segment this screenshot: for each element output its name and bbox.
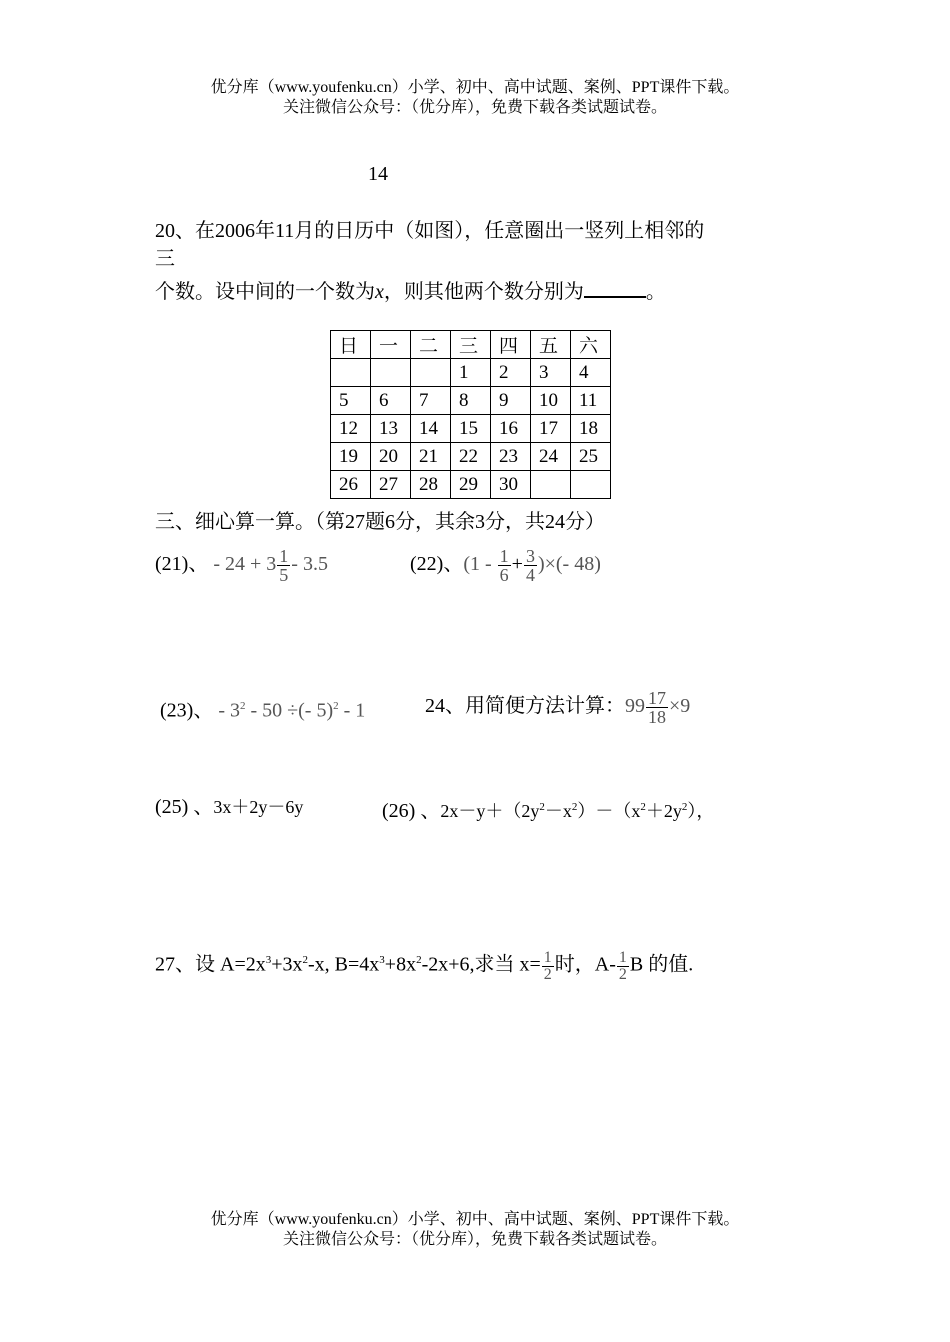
q20-line-1: 20、在2006年11月的日历中（如图），任意圈出一竖列上相邻的 bbox=[155, 220, 705, 242]
calendar-cell: 26 bbox=[331, 471, 371, 499]
q27-part-6: 时，A- bbox=[554, 953, 616, 976]
q27-part-3: -x, B=4x bbox=[308, 953, 380, 976]
q26-exp-1: 2 bbox=[539, 801, 545, 813]
q22-numerator-2: 3 bbox=[525, 545, 535, 566]
calendar-cell: 15 bbox=[451, 415, 491, 443]
footer-line-1: 优分库（www.youfenku.cn）小学、初中、高中试题、案例、PPT课件下载。 bbox=[210, 1211, 740, 1228]
q24-numerator: 17 bbox=[648, 687, 666, 708]
q26-exp-2: 2 bbox=[571, 801, 578, 813]
calendar-cell: 29 bbox=[451, 471, 491, 499]
calendar-cell: 24 bbox=[531, 443, 571, 471]
section-3-title: 三、细心算一算。（第27题6分，其余3分，共24分） bbox=[155, 511, 605, 533]
q21-label: (21)、 bbox=[155, 553, 209, 575]
calendar-row bbox=[331, 415, 611, 443]
calendar-cell: 6 bbox=[371, 387, 411, 415]
q27-part-5: -2x+6,求当 x= bbox=[421, 953, 541, 976]
calendar-cell: 4 bbox=[571, 359, 611, 387]
q22 bbox=[410, 542, 601, 586]
header-line-1: 优分库（www.youfenku.cn）小学、初中、高中试题、案例、PPT课件下载。 bbox=[210, 79, 740, 96]
q27-exp-2: 2 bbox=[302, 954, 309, 966]
q26-label: (26) 、 bbox=[382, 800, 441, 822]
q22-fraction-1 bbox=[498, 547, 511, 584]
calendar-cell: 3 bbox=[531, 359, 571, 387]
calendar-cell: 10 bbox=[531, 387, 571, 415]
q20-line-3 bbox=[155, 276, 666, 305]
q27 bbox=[155, 938, 693, 987]
q25-expression: 3x＋2y－6y bbox=[213, 797, 304, 817]
calendar-row bbox=[331, 387, 611, 415]
q27-numerator-2: 1 bbox=[618, 948, 627, 966]
calendar-cell: 21 bbox=[411, 443, 451, 471]
calendar-cell: 13 bbox=[371, 415, 411, 443]
q23-term-c: - 1 bbox=[343, 699, 366, 722]
q27-part-2: +3x bbox=[271, 953, 303, 976]
calendar-header-cell: 一 bbox=[371, 331, 411, 359]
q25-label: (25) 、 bbox=[155, 796, 214, 818]
calendar-row bbox=[331, 471, 611, 499]
q21-numerator: 1 bbox=[279, 545, 289, 566]
q27-exp-4: 2 bbox=[416, 954, 422, 966]
calendar-cell: 14 bbox=[411, 415, 451, 443]
q27-part-7: B 的值. bbox=[629, 953, 694, 976]
calendar-table bbox=[330, 330, 611, 499]
calendar-cell bbox=[411, 359, 451, 387]
answer-14: 14 bbox=[368, 163, 388, 185]
q26-part-3: ）－（x bbox=[577, 801, 641, 821]
q21-pre: - 24 + 3 bbox=[213, 553, 277, 575]
calendar-cell: 2 bbox=[491, 359, 531, 387]
q27-fraction-1 bbox=[542, 950, 554, 983]
q27-numerator-1: 1 bbox=[543, 948, 552, 966]
q26-exp-4: 2 bbox=[681, 801, 688, 813]
q24-whole: 99 bbox=[625, 695, 645, 717]
q20-text-a: 个数。设中间的一个数为 bbox=[155, 281, 375, 303]
q27-fraction-2 bbox=[617, 950, 629, 983]
q21-post: - 3.5 bbox=[291, 553, 328, 575]
calendar-cell: 1 bbox=[451, 359, 491, 387]
q22-denominator-1: 6 bbox=[499, 564, 509, 585]
calendar-cell: 23 bbox=[491, 443, 531, 471]
q26-exp-3: 2 bbox=[640, 801, 646, 813]
q22-plus: + bbox=[511, 553, 523, 575]
calendar-cell: 9 bbox=[491, 387, 531, 415]
calendar-cell: 25 bbox=[571, 443, 611, 471]
q20-line-2: 三 bbox=[155, 248, 175, 270]
q24 bbox=[425, 684, 690, 728]
q22-post: )×(- 48) bbox=[537, 553, 601, 575]
calendar-cell: 20 bbox=[371, 443, 411, 471]
calendar-cell: 8 bbox=[451, 387, 491, 415]
q21-fraction bbox=[277, 547, 290, 584]
calendar-header-cell: 三 bbox=[451, 331, 491, 359]
calendar-cell bbox=[371, 359, 411, 387]
calendar-header-cell: 六 bbox=[571, 331, 611, 359]
calendar-cell bbox=[531, 471, 571, 499]
q26 bbox=[382, 794, 714, 824]
calendar-cell: 17 bbox=[531, 415, 571, 443]
calendar-cell: 16 bbox=[491, 415, 531, 443]
q20-variable-x: x bbox=[375, 281, 384, 303]
calendar-cell: 19 bbox=[331, 443, 371, 471]
calendar-row bbox=[331, 359, 611, 387]
q27-part-1: 27、设 A=2x bbox=[155, 953, 266, 976]
q22-denominator-2: 4 bbox=[525, 564, 535, 585]
q25 bbox=[155, 794, 303, 820]
header-line-2: 关注微信公众号：（优分库），免费下载各类试题试卷。 bbox=[282, 99, 667, 116]
q23-exp-a: 2 bbox=[240, 700, 246, 712]
calendar-cell: 22 bbox=[451, 443, 491, 471]
q26-part-1: 2x－y＋（2y bbox=[440, 801, 540, 821]
q24-post: ×9 bbox=[669, 695, 691, 717]
q27-part-4: +8x bbox=[384, 953, 417, 976]
calendar-cell: 28 bbox=[411, 471, 451, 499]
footer-line-2: 关注微信公众号：（优分库），免费下载各类试题试卷。 bbox=[282, 1231, 667, 1248]
q24-label: 24、用简便方法计算： bbox=[425, 695, 625, 717]
calendar-header-cell: 四 bbox=[491, 331, 531, 359]
calendar-cell: 11 bbox=[571, 387, 611, 415]
q27-exp-3: 3 bbox=[379, 954, 385, 966]
q23 bbox=[160, 693, 365, 724]
q20-text-c: 。 bbox=[645, 281, 666, 303]
q22-pre: (1 - bbox=[463, 553, 492, 575]
calendar-header-cell: 二 bbox=[411, 331, 451, 359]
q24-fraction bbox=[646, 689, 668, 726]
q27-denominator-2: 2 bbox=[618, 965, 627, 983]
calendar-cell bbox=[571, 471, 611, 499]
calendar-cell: 5 bbox=[331, 387, 371, 415]
q21-denominator: 5 bbox=[279, 564, 289, 585]
q26-part-5: ）， bbox=[687, 801, 715, 821]
q26-part-4: ＋2y bbox=[645, 801, 682, 821]
q23-term-b: - 50 ÷(- 5) bbox=[250, 699, 334, 722]
q20-answer-blank[interactable] bbox=[584, 276, 646, 298]
q23-term-a: - 3 bbox=[218, 699, 240, 722]
q22-label: (22)、 bbox=[410, 553, 464, 575]
calendar-cell: 7 bbox=[411, 387, 451, 415]
q22-fraction-2 bbox=[524, 547, 537, 584]
calendar-cell: 18 bbox=[571, 415, 611, 443]
q27-denominator-1: 2 bbox=[543, 965, 552, 983]
calendar-cell: 27 bbox=[371, 471, 411, 499]
q27-exp-1: 3 bbox=[265, 954, 272, 966]
q22-numerator-1: 1 bbox=[499, 545, 509, 566]
q23-label: (23)、 bbox=[160, 699, 214, 722]
calendar-cell: 30 bbox=[491, 471, 531, 499]
q20-text-b: ，则其他两个数分别为 bbox=[383, 281, 584, 303]
calendar-row bbox=[331, 443, 611, 471]
q24-denominator: 18 bbox=[648, 706, 666, 727]
calendar-header-row bbox=[331, 331, 611, 359]
q26-part-2: －x bbox=[544, 801, 572, 821]
calendar-cell: 12 bbox=[331, 415, 371, 443]
calendar-header-cell: 五 bbox=[531, 331, 571, 359]
calendar-header-cell: 日 bbox=[331, 331, 371, 359]
q23-exp-b: 2 bbox=[333, 700, 339, 712]
q21 bbox=[155, 542, 328, 586]
calendar-cell bbox=[331, 359, 371, 387]
